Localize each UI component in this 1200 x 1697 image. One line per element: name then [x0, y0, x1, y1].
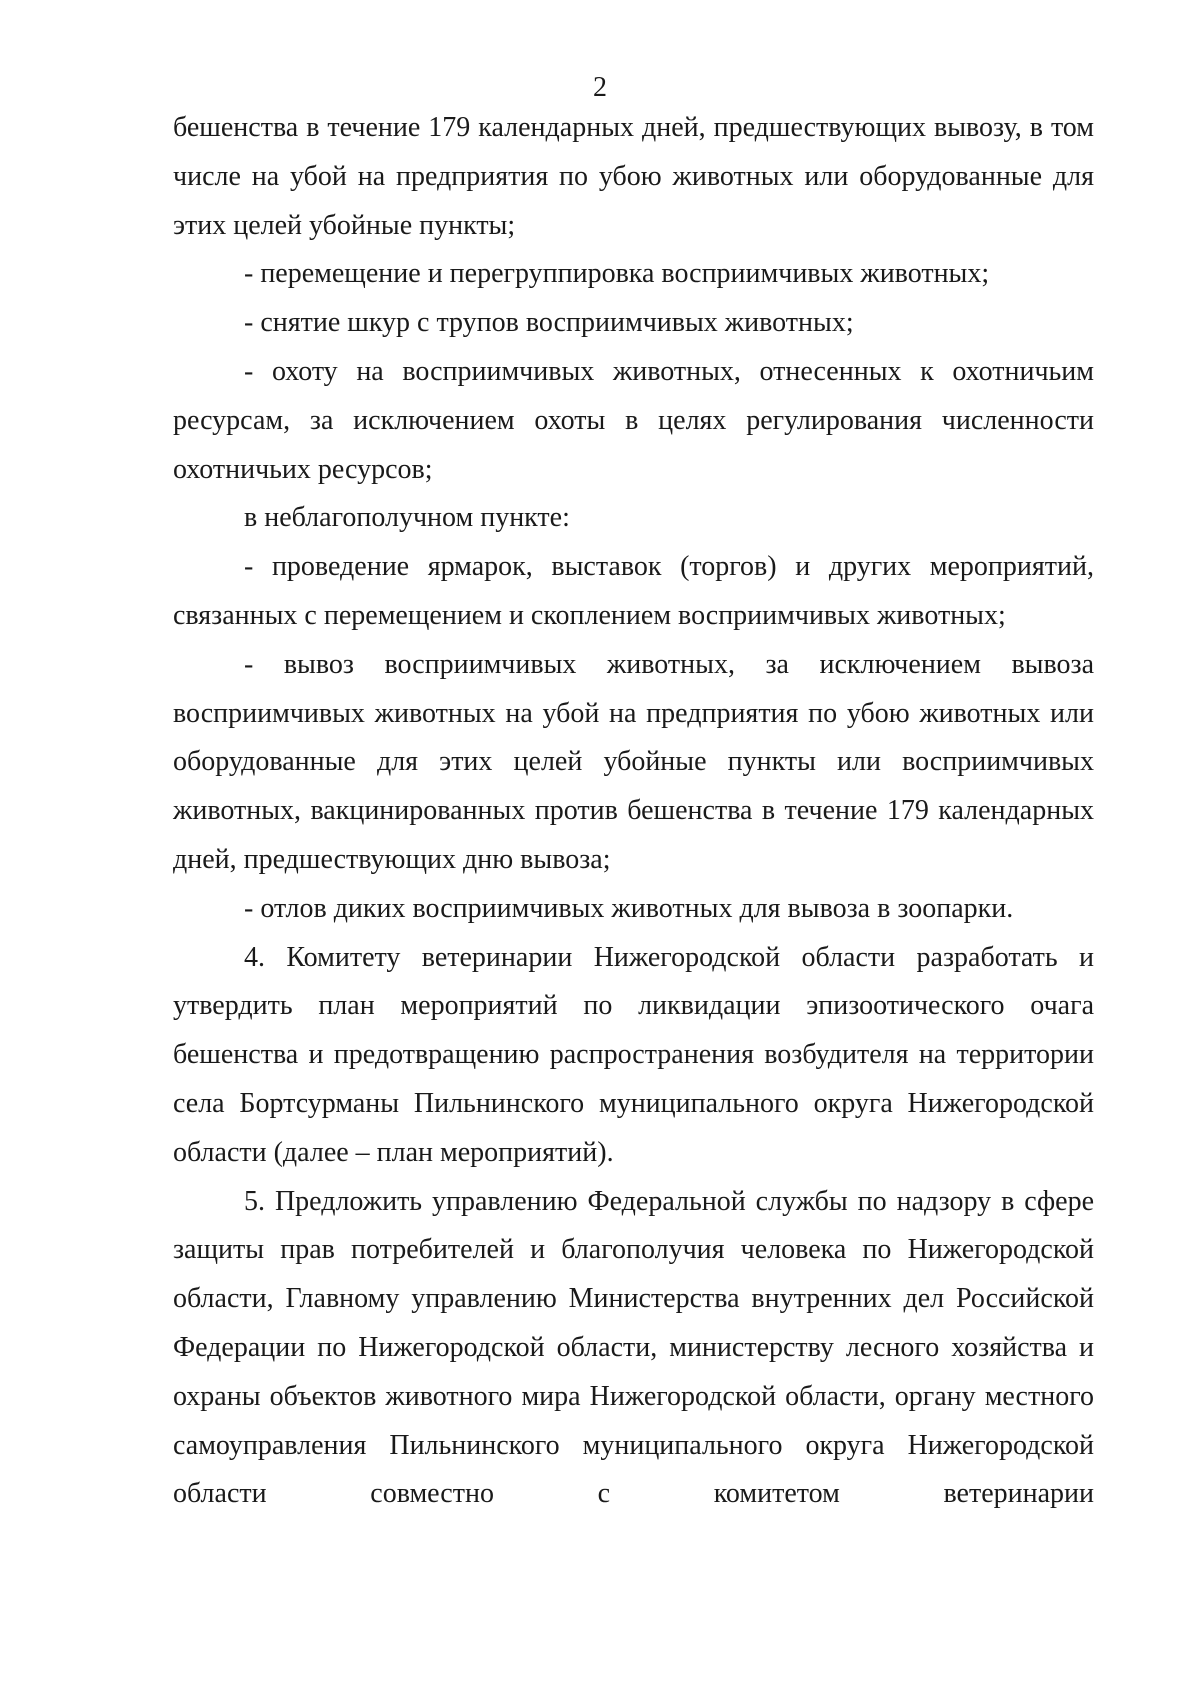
- paragraph-continuation: бешенства в течение 179 календарных дней, предшествующих вывозу, в том числе на убой на предприятия по убою животных или оборудованные для этих целей убойные пункты;: [173, 112, 1094, 241]
- paragraph-subheading: в неблагополучном пункте:: [244, 502, 570, 534]
- page-number: 2: [593, 72, 607, 103]
- document-body: [173, 104, 1094, 1519]
- paragraph-clause-5: 5. Предложить управлению Федеральной службы по надзору в сфере защиты прав потребителей и благополучия человека по Нижегородской области, Главному управлению Министерства внутренних дел Российской Федерации по Нижегородской области, министерству лесного хозяйства и охраны объектов животного мира Нижегородской области, органу местного самоуправления Пильнинского муниципального округа Нижегородской области совместно с комитетом ветеринарии: [173, 1185, 1094, 1510]
- paragraph-list-item: - отлов диких восприимчивых животных для вывоза в зоопарки.: [244, 892, 1014, 924]
- paragraph-list-item: - проведение ярмарок, выставок (торгов) и других мероприятий, связанных с перемещением и скоплением восприимчивых животных;: [173, 551, 1094, 631]
- paragraph-list-item: - снятие шкур с трупов восприимчивых животных;: [244, 307, 854, 339]
- paragraph-list-item: - вывоз восприимчивых животных, за исключением вывоза восприимчивых животных на убой на предприятия по убою животных или оборудованные для этих целей убойные пункты или восприимчивых животных, вакцинированных против бешенства в течение 179 календарных дней, предшествующих дню вывоза;: [173, 648, 1094, 875]
- paragraph-list-item: - охоту на восприимчивых животных, отнесенных к охотничьим ресурсам, за исключением охоты в целях регулирования численности охотничьих ресурсов;: [173, 355, 1094, 485]
- paragraph-list-item: - перемещение и перегруппировка восприимчивых животных;: [244, 258, 990, 290]
- paragraph-clause-4: 4. Комитету ветеринарии Нижегородской области разработать и утвердить план мероприятий по ликвидации эпизоотического очага бешенства и предотвращению распространения возбудителя на территории села Бортсурманы Пильнинского муниципального округа Нижегородской области (далее – план мероприятий).: [173, 941, 1094, 1168]
